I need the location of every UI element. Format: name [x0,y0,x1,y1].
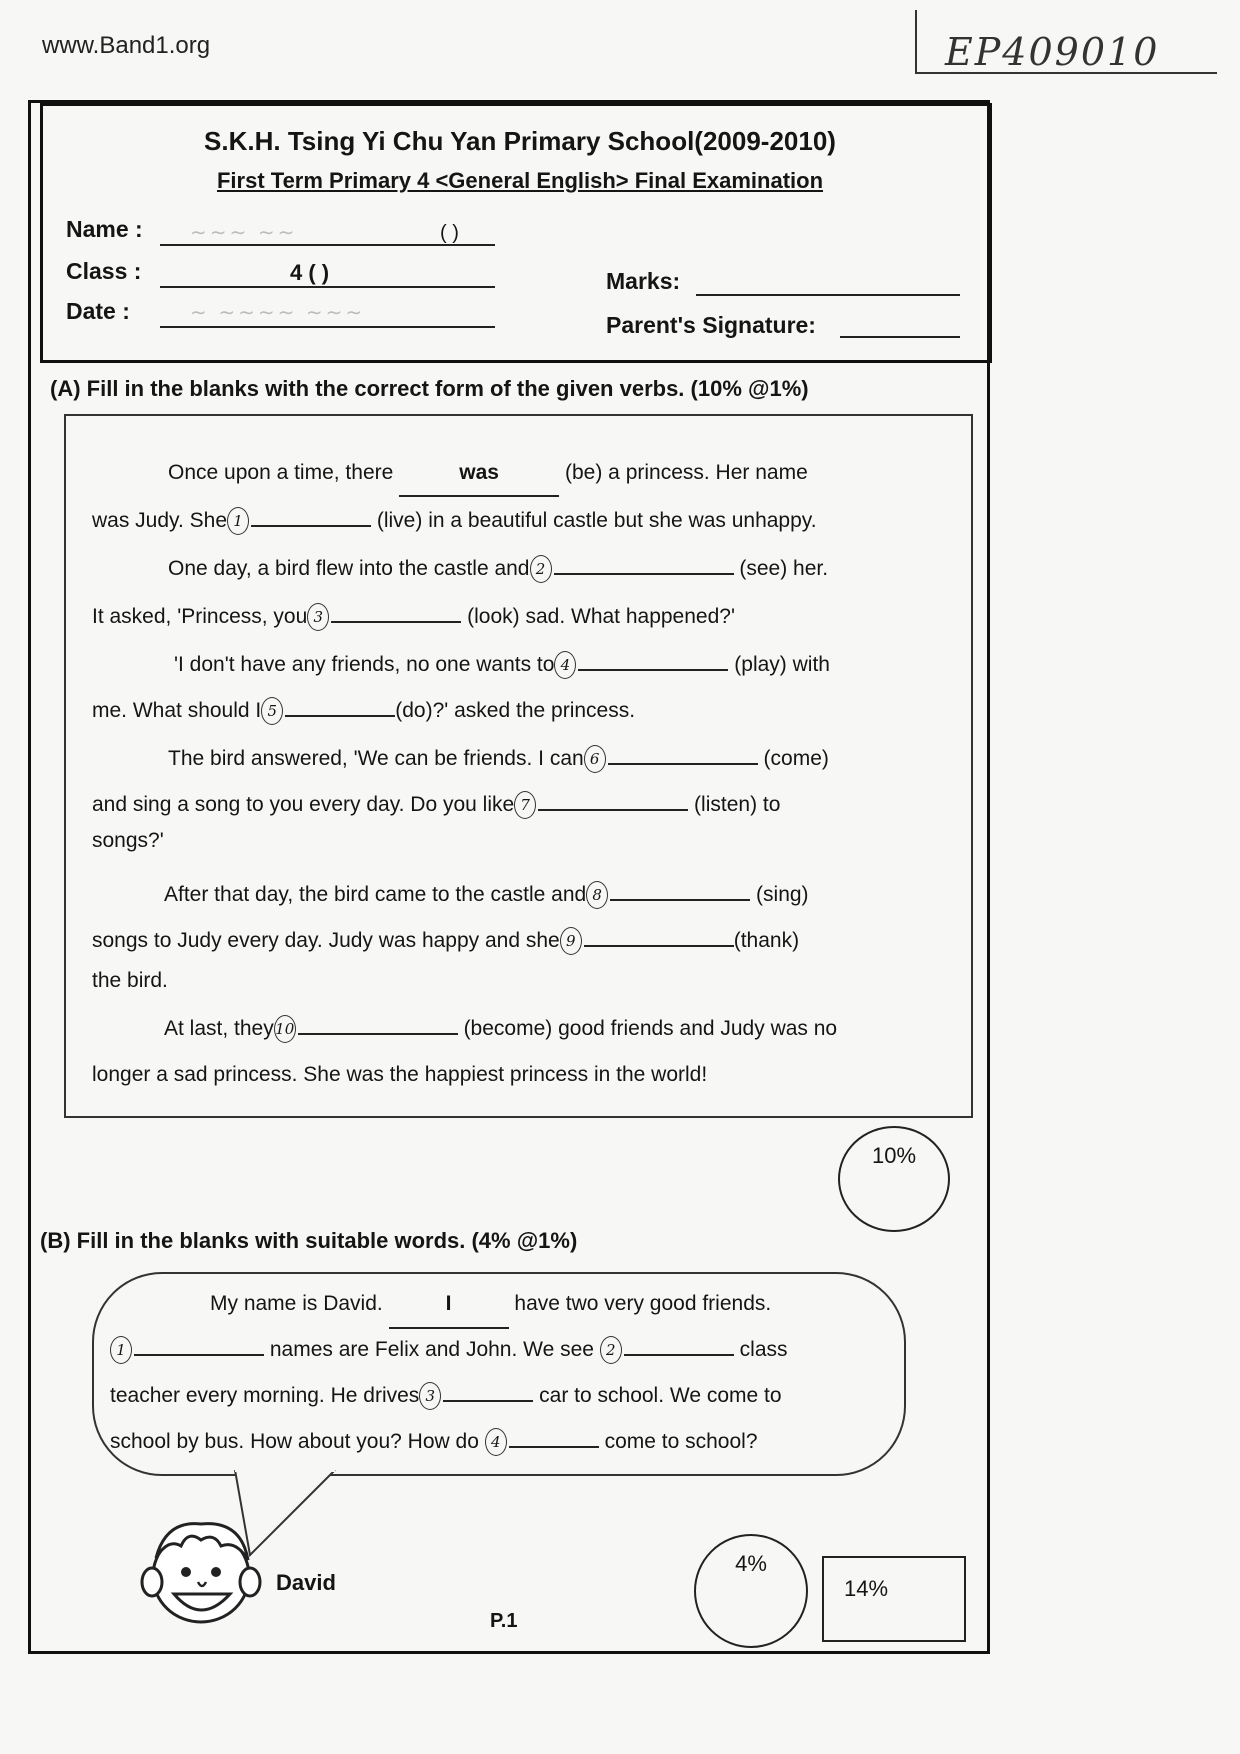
answer-blank-b4[interactable] [509,1424,599,1448]
story-line-6: me. What should I 5 (do)?' asked the princess. [92,688,952,733]
answer-blank-b1[interactable] [134,1332,264,1356]
example-answer-b: I [389,1280,509,1329]
name-paren: ( ) [440,222,459,244]
story-line-1: Once upon a time, there was (be) a princess. Her name [92,450,952,497]
story-line-13: At last, they10 (become) good friends and Judy was no [92,1006,952,1051]
story-line-3: One day, a bird flew into the castle and 2 (see) her. [92,546,952,591]
story-line-7: The bird answered, 'We can be friends. I can 6 (come) [92,736,952,781]
school-name: S.K.H. Tsing Yi Chu Yan Primary School(2009-2010) [204,126,836,156]
answer-blank-3[interactable] [331,599,461,623]
answer-blank-2[interactable] [554,551,734,575]
answer-blank-6[interactable] [608,741,758,765]
name-redacted: ∼∼∼ ∼∼ [190,222,298,244]
class-label: Class : [66,258,142,284]
date-line [160,326,495,328]
date-redacted: ∼ ∼∼∼∼ ∼∼∼ [190,302,366,324]
bubble-line-3: teacher every morning. He drives 3 car to school. We come to [110,1372,910,1419]
answer-blank-b3[interactable] [443,1378,533,1402]
exam-title: First Term Primary 4 <General English> Final Examination [216,168,824,193]
answer-blank-5[interactable] [285,693,395,717]
answer-blank-8[interactable] [610,877,750,901]
story-line-10: After that day, the bird came to the castle and 8 (sing) [92,872,952,917]
answer-blank-b2[interactable] [624,1332,734,1356]
bubble-line-1: My name is David. I have two very good friends. [110,1280,910,1329]
section-b-title: (B) Fill in the blanks with suitable words. (4% @1%) [40,1228,578,1253]
class-line [160,286,495,288]
bubble-line-4: school by bus. How about you? How do 4 come to school? [110,1418,910,1465]
story-line-9: songs?' [92,829,164,852]
date-label: Date : [66,298,130,324]
parent-signature-label: Parent's Signature: [606,312,816,338]
answer-blank-4[interactable] [578,647,728,671]
site-url: www.Band1.org [42,32,211,59]
story-line-11: songs to Judy every day. Judy was happy and she 9 (thank) [92,918,952,963]
story-line-12: the bird. [92,969,168,992]
answer-blank-9[interactable] [584,923,734,947]
answer-blank-7[interactable] [538,787,688,811]
class-value: 4 ( ) [290,260,330,285]
story-line-8: and sing a song to you every day. Do you like 7 (listen) to [92,782,952,827]
story-line-14: longer a sad princess. She was the happiest princess in the world! [92,1063,708,1086]
story-line-4: It asked, 'Princess, you 3 (look) sad. What happened?' [92,594,952,639]
story-line-2: was Judy. She 1 (live) in a beautiful castle but she was unhappy. [92,498,952,543]
name-label: Name : [66,216,143,242]
total-score-box: 14% [822,1556,966,1642]
character-name: David [276,1570,336,1595]
story-line-5: 'I don't have any friends, no one wants to 4 (play) with [92,642,952,687]
section-a-score-circle: 10% [838,1126,950,1232]
david-face-icon [126,1510,276,1638]
signature-line [840,336,960,338]
example-answer: was [399,450,559,497]
section-a-title: (A) Fill in the blanks with the correct form of the given verbs. (10% @1%) [50,376,809,401]
answer-blank-1[interactable] [251,503,371,527]
bubble-line-2: 1 names are Felix and John. We see 2 class [110,1326,910,1373]
marks-label: Marks: [606,268,681,294]
page-number: P.1 [490,1610,518,1632]
answer-blank-10[interactable] [298,1011,458,1035]
section-b-score-circle: 4% [694,1534,808,1648]
marks-line [696,294,960,296]
paper-code: EP409010 [945,30,1160,74]
